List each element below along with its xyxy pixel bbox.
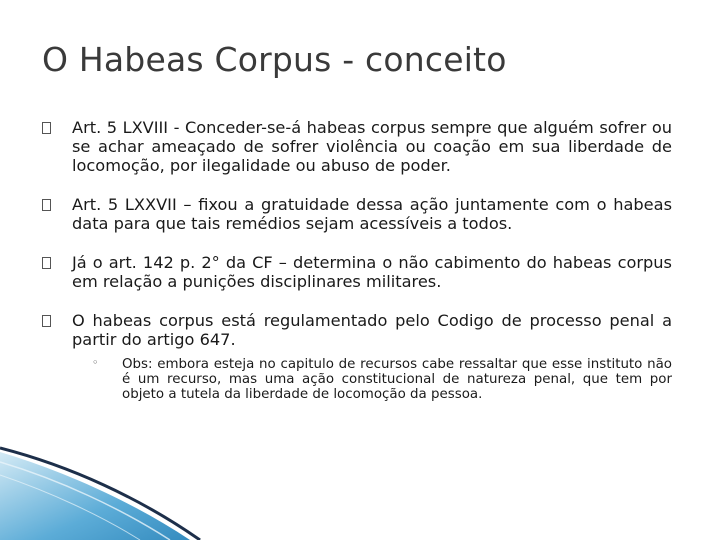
sub-bullet-text: Obs: embora esteja no capitulo de recursos cabe ressaltar que esse instituto não é um recurso, mas uma ação constitucional de natureza penal, que tem por objeto a tutela da liberdade de locomoção da pessoa.: [122, 357, 672, 402]
circle-bullet-icon: ◦: [92, 356, 99, 369]
bullet-text: Art. 5 LXXVII – fixou a gratuidade dessa ação juntamente com o habeas data para que tais remédios sejam acessíveis a todos.: [72, 195, 672, 233]
bullet-text: Art. 5 LXVIII - Conceder-se-á habeas corpus sempre que alguém sofrer ou se achar ameaçado de sofrer violência ou coação em sua liberdade de locomoção, por ilegalidade ou abuso de poder.: [72, 118, 672, 175]
slide-title: O Habeas Corpus - conceito: [42, 40, 507, 79]
bullet-text: Já o art. 142 p. 2° da CF – determina o não cabimento do habeas corpus em relação a punições disciplinares militares.: [72, 253, 672, 291]
bullet-text: O habeas corpus está regulamentado pelo Codigo de processo penal a partir do artigo 647.: [72, 311, 672, 349]
